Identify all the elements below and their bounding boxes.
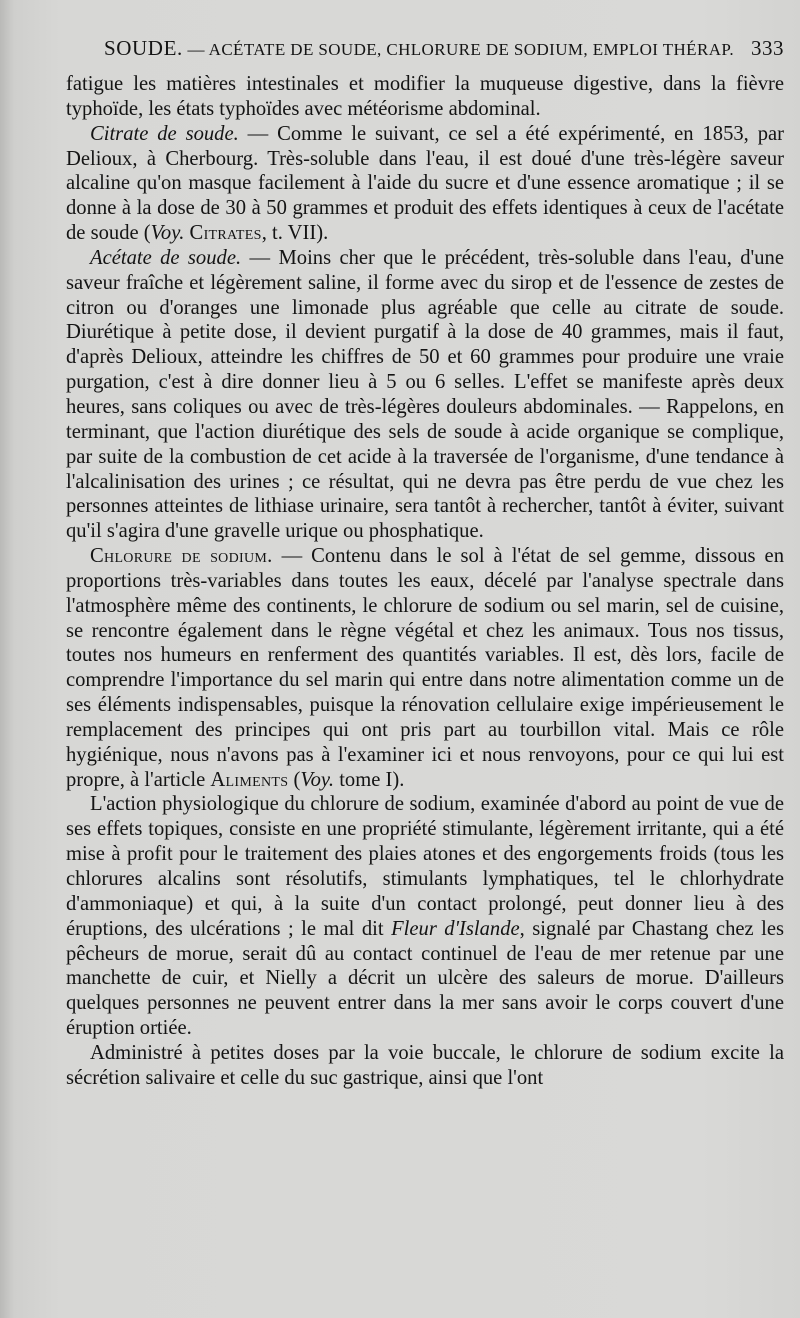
paragraph-citrate: Citrate de soude. — Comme le suivant, ce sel a été expérimenté, en 1853, par Delioux, à Cherbourg. Très-soluble dans l'eau, il est doué d'une très-légère saveur alcaline qu'on masque facilement à l'aide du sucre et d'une essence aromatique ; il se donne à la dose de 30 à 50 grammes et produit des effets identiques à ceux de l'acétate de soude (Voy. Citrates, t. VII). [66,122,785,245]
term-fleur-islande: Fleur d'Islande [391,917,520,940]
page-body [66,72,784,1091]
header-subject: ACÉTATE DE SOUDE, CHLORURE DE SODIUM, EMPLOI THÉRAP. [208,40,734,59]
running-header [104,36,784,66]
header-dash: — [187,40,205,59]
term-citrate: Citrate de soude. [90,122,239,145]
paragraph-chlorure: Chlorure de sodium. — Contenu dans le sol à l'état de sel gemme, dissous en proportions très-variables dans toutes les eaux, décelé par l'analyse spectrale dans l'atmosphère même des continents, le chlorure de sodium ou sel marin, sel de cuisine, se rencontre également dans le règne végétal et chez les animaux. Tous nos tissus, toutes nos humeurs en renferment des quantités variables. Il est, dès lors, facile de comprendre l'importance du sel marin qui entre dans notre alimentation comme un de ses éléments indispensables, puisque la rénovation cellulaire exige impérieusement le remplacement des principes qui ont pris part au tourbillon vital. Mais ce rôle hygiénique, nous n'avons pas à l'examiner ici et nous renvoyons, pour ce qui lui est propre, à l'article Aliments (Voy. tome I). [66,545,784,791]
term-acetate: Acétate de soude. [90,246,242,269]
running-title [104,36,734,61]
term-chlorure: Chlorure de sodium. [90,545,273,568]
ref-aliments: Aliments [210,768,289,791]
section-title: SOUDE. [104,36,183,60]
ref-citrates: Citrates [189,222,262,245]
page-number: 333 [751,36,784,60]
ref-voy: Voy. [300,768,335,791]
paragraph-continuation: fatigue les matières intestinales et modifier la muqueuse digestive, dans la fièvre typhoïde, les états typhoïdes avec météorisme abdominal. [66,73,784,120]
paragraph-acetate: Acétate de soude. — Moins cher que le précédent, très-soluble dans l'eau, d'une saveur fraîche et légèrement saline, il forme avec du sirop et de l'essence de zestes de citron ou d'oranges une limonade plus agréable que celle au citrate de soude. Diurétique à petite dose, il devient purgatif à la dose de 40 grammes, mais il faut, d'après Delioux, atteindre les chiffres de 50 et 60 grammes pour produire une vraie purgation, c'est à dire donner lieu à 5 ou 6 selles. L'effet se manifeste après deux heures, sans coliques ou avec de très-légères douleurs abdominales. — Rappelons, en terminant, que l'action diurétique des sels de soude à acide organique se complique, par suite de la combustion de cet acide à la traversée de l'organisme, d'une tendance à l'alcalinisation des urines ; ce résultat, qui ne devra pas être perdu de vue chez les personnes atteintes de lithiase urinaire, sera tantôt à rechercher, tantôt à éviter, suivant qu'il s'agira d'une gravelle urique ou phosphatique. [66,246,784,543]
paragraph-administre: Administré à petites doses par la voie buccale, le chlorure de sodium excite la sécrétion salivaire et celle du suc gastrique, ainsi que l'ont [66,1041,784,1089]
ref-voy: Voy. [150,222,185,245]
paragraph-physiologique: L'action physiologique du chlorure de sodium, examinée d'abord au point de vue de ses effets topiques, consiste en une propriété stimulante, légèrement irritante, qui a été mise à profit pour le traitement des plaies atones et des engorgements froids (tous les chlorures alcalins sont résolutifs, stimulants lymphatiques, tel le chlorhydrate d'ammoniaque) et qui, à la suite d'un contact prolongé, peut donner lieu à des éruptions, des ulcérations ; le mal dit Fleur d'Islande, signalé par Chastang chez les pêcheurs de morue, serait dû au contact continuel de l'eau de mer retenue par une manchette de cuir, et Nielly a décrit un ulcère des saleurs de morue. D'ailleurs quelques personnes ne peuvent entrer dans la mer sans avoir le corps couvert d'une éruption ortiée. [66,793,784,1040]
